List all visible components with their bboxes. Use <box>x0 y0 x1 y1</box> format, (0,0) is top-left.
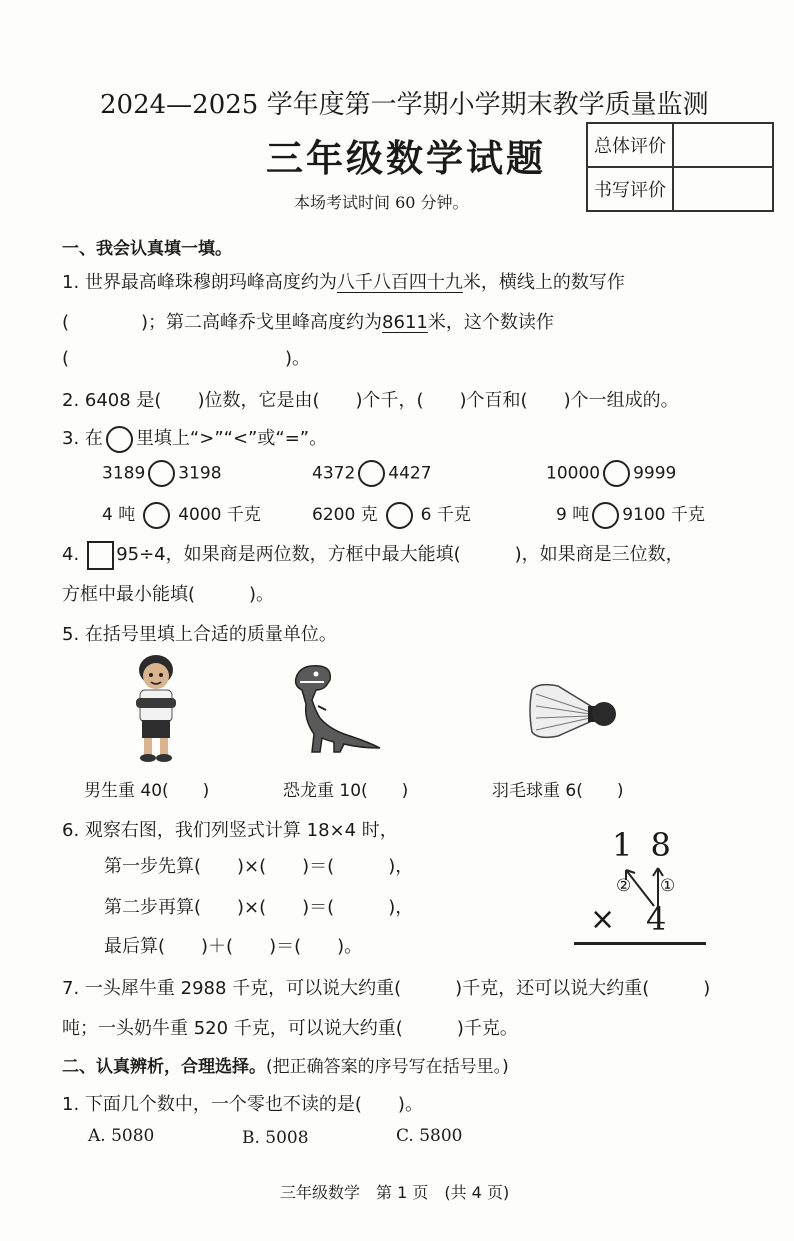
q1-line1: 1. 世界最高峰珠穆朗玛峰高度约为八千八百四十九米，横线上的数写作 <box>62 272 625 293</box>
compare-circle[interactable] <box>148 460 175 487</box>
q5-item-boy: 男生重 40( ) <box>84 781 210 801</box>
q1-underlined-number: 八千八百四十九 <box>336 272 463 293</box>
q7-line2: 吨；一头奶牛重 520 千克，可以说大约重( )千克。 <box>62 1018 518 1039</box>
eval-total-label: 总体评价 <box>587 123 673 167</box>
q5-item-dinosaur: 恐龙重 10( ) <box>283 781 409 801</box>
digit-box[interactable] <box>87 541 114 570</box>
q2: 2. 6408 是( )位数，它是由( )个千，( )个百和( )个一组成的。 <box>62 390 679 411</box>
compare-item: 6200 克 6 千克 <box>312 500 471 529</box>
page-footer: 三年级数学 第 1 页 (共 4 页) <box>280 1183 510 1202</box>
q4-line2: 方框中最小能填( )。 <box>62 584 275 605</box>
compare-circle[interactable] <box>386 502 413 529</box>
eval-writing-cell[interactable] <box>673 167 773 211</box>
compare-item: 4372 4427 <box>312 460 432 487</box>
compare-item: 3189 3198 <box>102 460 222 487</box>
fig-mark-2: ② <box>616 876 632 896</box>
section1-heading: 一、我会认真填一填。 <box>62 239 232 259</box>
option-b: B. 5008 <box>242 1128 309 1148</box>
q7-line1: 7. 一头犀牛重 2988 千克，可以说大约重( )千克，还可以说大约重( ) <box>62 978 711 999</box>
eval-total-cell[interactable] <box>673 123 773 167</box>
shuttlecock-illustration <box>528 680 618 742</box>
fig-bottom-number: 4 <box>646 900 667 938</box>
q1-line3: ( )。 <box>62 348 311 369</box>
fig-result-line <box>574 942 706 945</box>
q6-step1: 第一步先算( )×( )＝( )， <box>104 856 414 877</box>
compare-circle[interactable] <box>143 502 170 529</box>
q6-intro: 6. 观察右图，我们列竖式计算 18×4 时， <box>62 820 398 841</box>
eval-writing-label: 书写评价 <box>587 167 673 211</box>
option-a: A. 5080 <box>88 1126 155 1146</box>
q3-instruction: 3. 在 里填上“>”“<”或“=”。 <box>62 424 327 453</box>
compare-item: 4 吨 4000 千克 <box>102 500 261 529</box>
q6-step2: 第二步再算( )×( )＝( )， <box>104 897 414 918</box>
fig-times-sign: × <box>590 902 616 937</box>
s2-q1: 1. 下面几个数中，一个零也不读的是( )。 <box>62 1094 423 1115</box>
compare-item: 10000 9999 <box>546 460 676 487</box>
boy-illustration <box>128 654 184 764</box>
compare-circle[interactable] <box>358 460 385 487</box>
exam-subtitle: 2024—2025 学年度第一学期小学期末教学质量监测 <box>100 90 709 120</box>
q5: 5. 在括号里填上合适的质量单位。 <box>62 624 337 645</box>
circle-icon <box>106 426 133 453</box>
q6-step3: 最后算( )＋( )＝( )。 <box>104 936 363 957</box>
page-title: 三年级数学试题 <box>266 137 546 180</box>
compare-circle[interactable] <box>603 460 630 487</box>
time-note: 本场考试时间 60 分钟。 <box>294 193 469 212</box>
option-c: C. 5800 <box>396 1126 463 1146</box>
q4-line1: 4. 95÷4，如果商是两位数，方框中最大能填( )，如果商是三位数， <box>62 540 684 570</box>
compare-item: 9 吨 9100 千克 <box>556 500 705 529</box>
section2-heading: 二、认真辨析，合理选择。(把正确答案的序号写在括号里。) <box>62 1057 509 1077</box>
q5-item-shuttlecock: 羽毛球重 6( ) <box>492 781 624 801</box>
dinosaur-illustration <box>290 660 382 756</box>
evaluation-table <box>586 122 774 212</box>
compare-circle[interactable] <box>592 502 619 529</box>
fig-top-number: 1 8 <box>612 826 675 864</box>
fig-mark-1: ① <box>660 876 676 896</box>
q1-line2: ( )；第二高峰乔戈里峰高度约为8611米，这个数读作 <box>62 312 554 333</box>
q1-underlined-8611: 8611 <box>382 312 428 333</box>
